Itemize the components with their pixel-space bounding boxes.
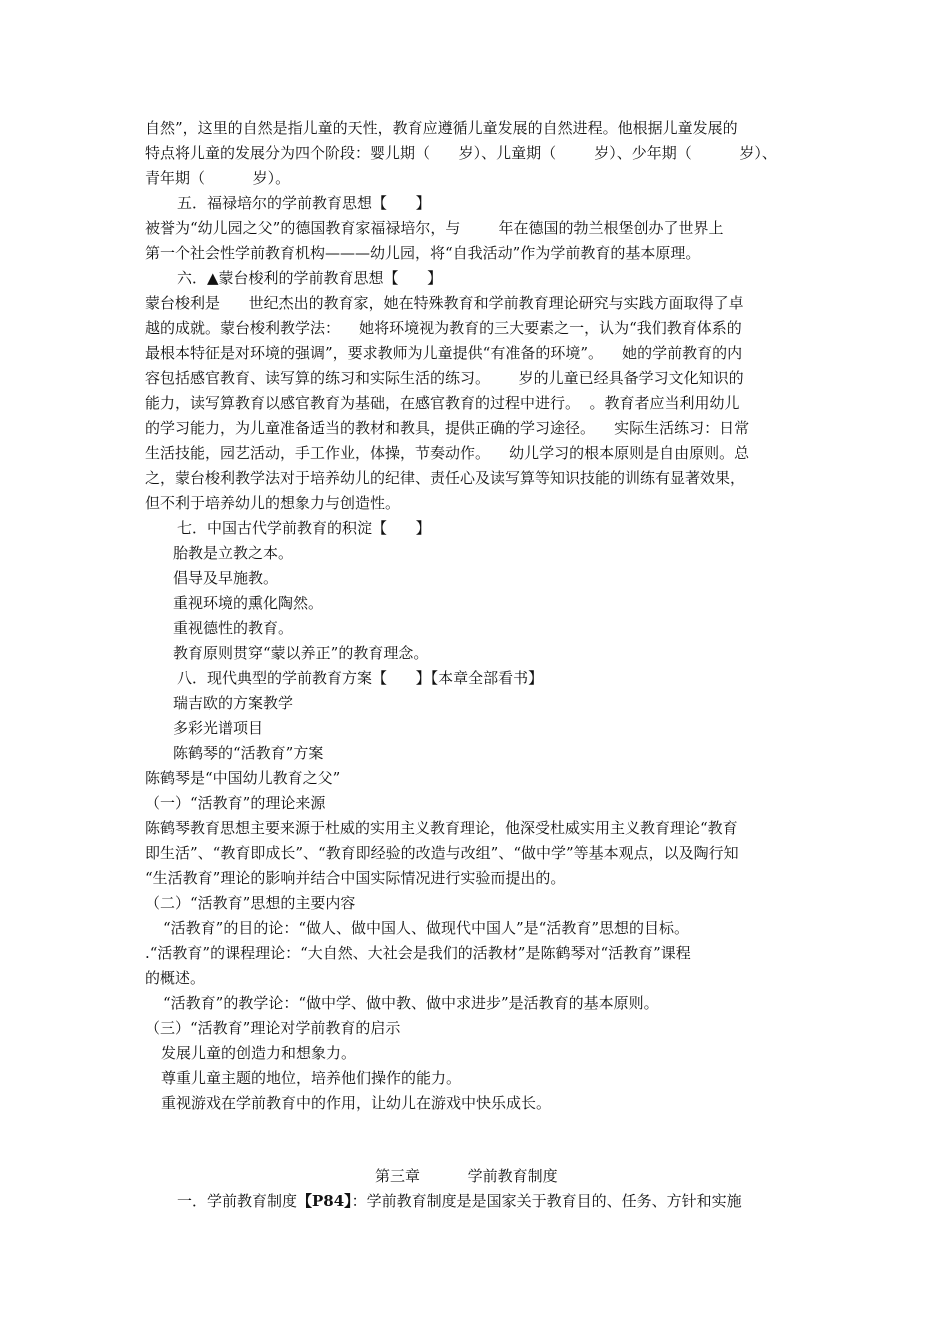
section-heading: 六．▲蒙台梭利的学前教育思想【 】: [177, 269, 443, 287]
list-item: 陈鹤琴的“活教育”方案: [173, 744, 324, 762]
text-line: 青年期（ 岁）。: [145, 169, 291, 187]
text-line: “活教育”的目的论：“做人、做中国人、做现代中国人”是“活教育”思想的目标。: [163, 919, 690, 937]
list-item: 发展儿童的创造力和想象力。: [161, 1044, 357, 1062]
text-line: 能力，读写算教育以感官教育为基础，在感官教育的过程中进行。 。教育者应当利用幼儿: [145, 394, 740, 412]
text-line: 生活技能，园艺活动，手工作业，体操，节奏动作。 幼儿学习的根本原则是自由原则。总: [145, 444, 750, 462]
chapter-title: 第三章 学前教育制度: [375, 1167, 558, 1185]
text-line: 特点将儿童的发展分为四个阶段：婴儿期（ 岁）、儿童期（ 岁）、少年期（ 岁）、: [145, 144, 777, 162]
subsection-heading: （一）“活教育”的理论来源: [145, 794, 326, 812]
list-item: 重视游戏在学前教育中的作用，让幼儿在游戏中快乐成长。: [161, 1094, 552, 1112]
section-heading: 八．现代典型的学前教育方案【 】【本章全部看书】: [177, 669, 544, 687]
list-item: 倡导及早施教。: [173, 569, 279, 587]
text-line: 陈鹤琴是“中国幼儿教育之父”: [145, 769, 341, 787]
list-item: 尊重儿童主题的地位，培养他们操作的能力。: [161, 1069, 462, 1087]
text-line: “活教育”的教学论：“做中学、做中教、做中求进步”是活教育的基本原则。: [163, 994, 659, 1012]
text-line: 的概述。: [145, 969, 206, 987]
text-line: 即生活”、“教育即成长”、“教育即经验的改造与改组”、“做中学”等基本观点，以及陶行知: [145, 844, 739, 862]
text-line: .“活教育”的课程理论：“大自然、大社会是我们的活教材”是陈鹤琴对“活教育”课程: [145, 944, 691, 962]
text-line: 之，蒙台梭利教学法对于培养幼儿的纪律、责任心及读写算等知识技能的训练有显著效果，: [145, 469, 746, 487]
text-line: 蒙台梭利是 世纪杰出的教育家，她在特殊教育和学前教育理论研究与实践方面取得了卓: [145, 294, 744, 312]
subsection-heading: （三）“活教育”理论对学前教育的启示: [145, 1019, 401, 1037]
text-line: 自然”，这里的自然是指儿童的天性，教育应遵循儿童发展的自然进程。他根据儿童发展的: [145, 119, 738, 137]
subsection-heading: （二）“活教育”思想的主要内容: [145, 894, 356, 912]
section-heading: 七．中国古代学前教育的积淀【 】: [177, 519, 431, 537]
text-line: 越的成就。蒙台梭利教学法： 她将环境视为教育的三大要素之一，认为“我们教育体系的: [145, 319, 742, 337]
text-line: 被誉为“幼儿园之父”的德国教育家福禄培尔，与 年在德国的勃兰根堡创办了世界上: [145, 219, 724, 237]
text-line: 陈鹤琴教育思想主要来源于杜威的实用主义教育理论，他深受杜威实用主义教育理论“教育: [145, 819, 738, 837]
list-item: 重视环境的熏化陶然。: [173, 594, 324, 612]
text-line: 但不利于培养幼儿的想象力与创造性。: [145, 494, 401, 512]
list-item: 瑞吉欧的方案教学: [173, 694, 294, 712]
text-line: 第一个社会性学前教育机构———幼儿园，将“自我活动”作为学前教育的基本原理。: [145, 244, 701, 262]
list-item: 多彩光谱项目: [173, 719, 264, 737]
section-heading: [177, 1189, 742, 1213]
section-heading: 五．福禄培尔的学前教育思想【 】: [177, 194, 431, 212]
text-line: “生活教育”理论的影响并结合中国实际情况进行实验而提出的。: [145, 869, 566, 887]
heading-text: 一．学前教育制度: [177, 1192, 298, 1210]
heading-definition: ：学前教育制度是是国家关于教育目的、任务、方针和实施: [351, 1192, 742, 1210]
text-line: 容包括感官教育、读写算的练习和实际生活的练习。 岁的儿童已经具备学习文化知识的: [145, 369, 744, 387]
page-reference: 【P84】: [297, 1192, 352, 1210]
list-item: 胎教是立教之本。: [173, 544, 294, 562]
list-item: 重视德性的教育。: [173, 619, 294, 637]
text-line: 的学习能力，为儿童准备适当的教材和教具，提供正确的学习途径。 实际生活练习：日常: [145, 419, 750, 437]
text-line: 最根本特征是对环境的强调”，要求教师为儿童提供“有准备的环境”。 她的学前教育的内: [145, 344, 743, 362]
list-item: 教育原则贯穿“蒙以养正”的教育理念。: [173, 644, 429, 662]
